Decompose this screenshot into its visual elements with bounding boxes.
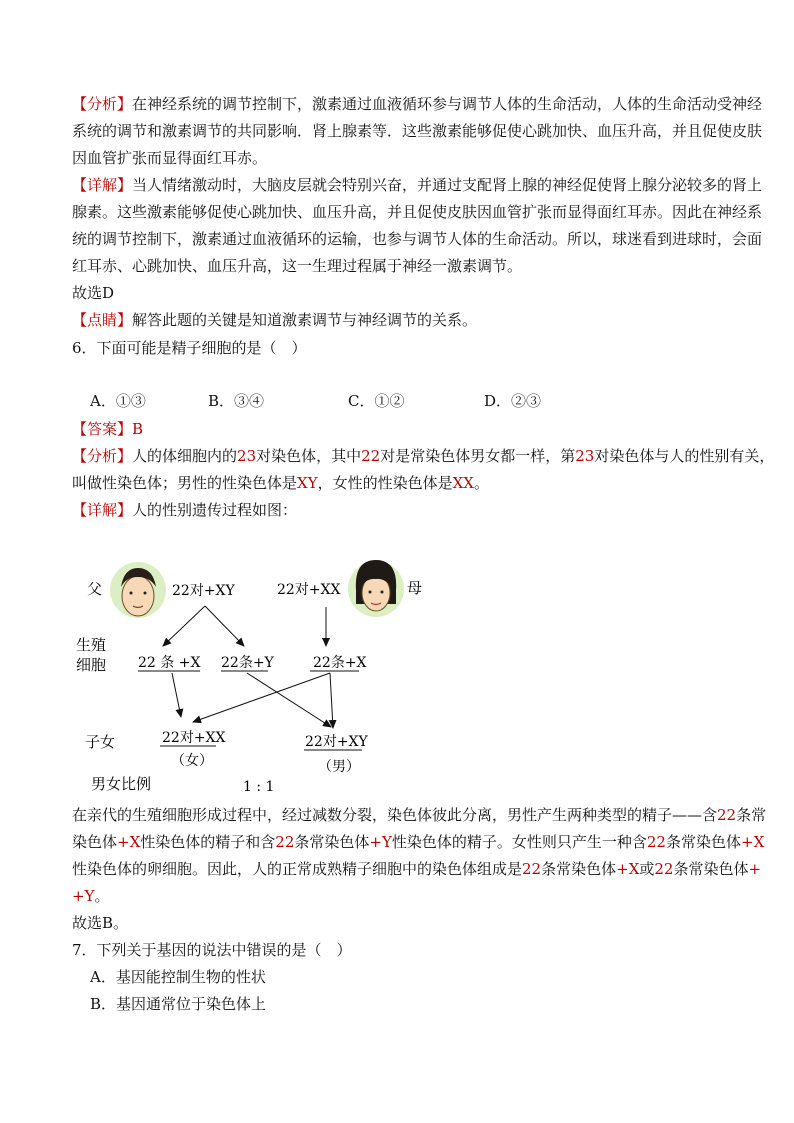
analysis-tag: 【分析】	[72, 95, 133, 113]
detail-line-2: 腺素。这些激素能够促使心跳加快、血压升高，并且促使皮肤因血管扩张而显得面红耳赤。因此在神经系	[72, 203, 763, 221]
answer-tag: 【答案】	[72, 420, 133, 438]
q6-answer: 【答案】B	[72, 420, 144, 438]
q6-analysis-line-2: 叫做性染色体；男性的性染色体是XY，女性的性染色体是XX。	[72, 474, 489, 492]
q6-option-b: B．③④	[208, 392, 265, 410]
conclusion-6: 故选B。	[72, 914, 129, 932]
mother-portrait	[348, 560, 404, 617]
gamete-2: 22条+Y	[221, 655, 274, 671]
germ-cell-label-2: 细胞	[76, 656, 107, 674]
tip-tag: 【点睛】	[72, 311, 133, 329]
analysis-line-2: 系统的调节和激素调节的共同影响．肾上腺素等．这些激素能够促使心跳加快、血压升高，并且促使皮肤	[72, 122, 763, 140]
mother-genotype: 22对+XX	[277, 582, 341, 598]
q6-option-d: D．②③	[484, 392, 542, 410]
detail-line-1: 【详解】当人情绪激动时，大脑皮层就会特别兴奋，并通过支配肾上腺的神经促使肾上腺分泌较多的肾上	[72, 176, 763, 194]
q6-option-c: C．①②	[348, 392, 405, 410]
child-1-sex: （女）	[171, 753, 213, 769]
child-1-genotype: 22对+XX	[162, 730, 226, 746]
q7-option-a: A．基因能控制生物的性状	[90, 968, 266, 986]
q6-explanation-line-4: +Y。	[72, 887, 110, 905]
tip-line: 【点睛】解答此题的关键是知道激素调节与神经调节的关系。	[72, 311, 478, 329]
q6-detail: 【详解】人的性别遗传过程如图：	[72, 501, 298, 519]
father-label: 父	[87, 580, 103, 598]
father-genotype: 22对+XY	[172, 583, 235, 599]
conclusion-5: 故选D	[72, 284, 115, 302]
analysis-line-1: 【分析】在神经系统的调节控制下，激素通过血液循环参与调节人体的生命活动，人体的生命活动受神经	[72, 95, 763, 113]
mother-label: 母	[407, 579, 423, 597]
germ-cell-label-1: 生殖	[76, 636, 107, 654]
q6-explanation-line-3: 性染色体的卵细胞。因此，人的正常成熟精子细胞中的染色体组成是22条常染色体+X或22条常染色体+	[72, 860, 762, 878]
q7-option-b: B．基因通常位于染色体上	[90, 995, 267, 1013]
q6-analysis-line-1: 【分析】人的体细胞内的23对染色体，其中22对是常染色体男女都一样，第23对染色体与人的性别有关，	[72, 447, 775, 465]
question-6-stem: 6．下面可能是精子细胞的是（ ）	[72, 339, 307, 357]
gamete-1: 22 条 +X	[138, 655, 201, 671]
gamete-3: 22条+X	[313, 655, 367, 671]
child-2-genotype: 22对+XY	[305, 734, 368, 750]
detail-tag: 【详解】	[72, 176, 133, 194]
analysis-line-3: 因血管扩张而显得面红耳赤。	[72, 149, 268, 167]
detail-line-4: 红耳赤、心跳加快、血压升高，这一生理过程属于神经一激素调节。	[72, 257, 523, 275]
question-7-stem: 7．下列关于基因的说法中错误的是（ ）	[72, 941, 352, 959]
q6-option-a: A．①③	[90, 392, 146, 410]
offspring-label: 子女	[85, 733, 116, 751]
father-portrait	[110, 562, 166, 618]
ratio-value: 1 : 1	[243, 779, 275, 795]
q6-explanation-line-2: 染色体+X性染色体的精子和含22条常染色体+Y性染色体的精子。女性则只产生一种含22条常染色体+X	[72, 833, 765, 851]
ratio-label: 男女比例	[91, 775, 152, 793]
detail-line-3: 统的调节控制下，激素通过血液循环的运输，也参与调节人体的生命活动。所以，球迷看到进球时，会面	[72, 230, 763, 248]
child-2-sex: （男）	[318, 759, 360, 775]
q6-explanation-line-1: 在亲代的生殖细胞形成过程中，经过减数分裂，染色体彼此分离，男性产生两种类型的精子——含22条常	[72, 806, 767, 824]
